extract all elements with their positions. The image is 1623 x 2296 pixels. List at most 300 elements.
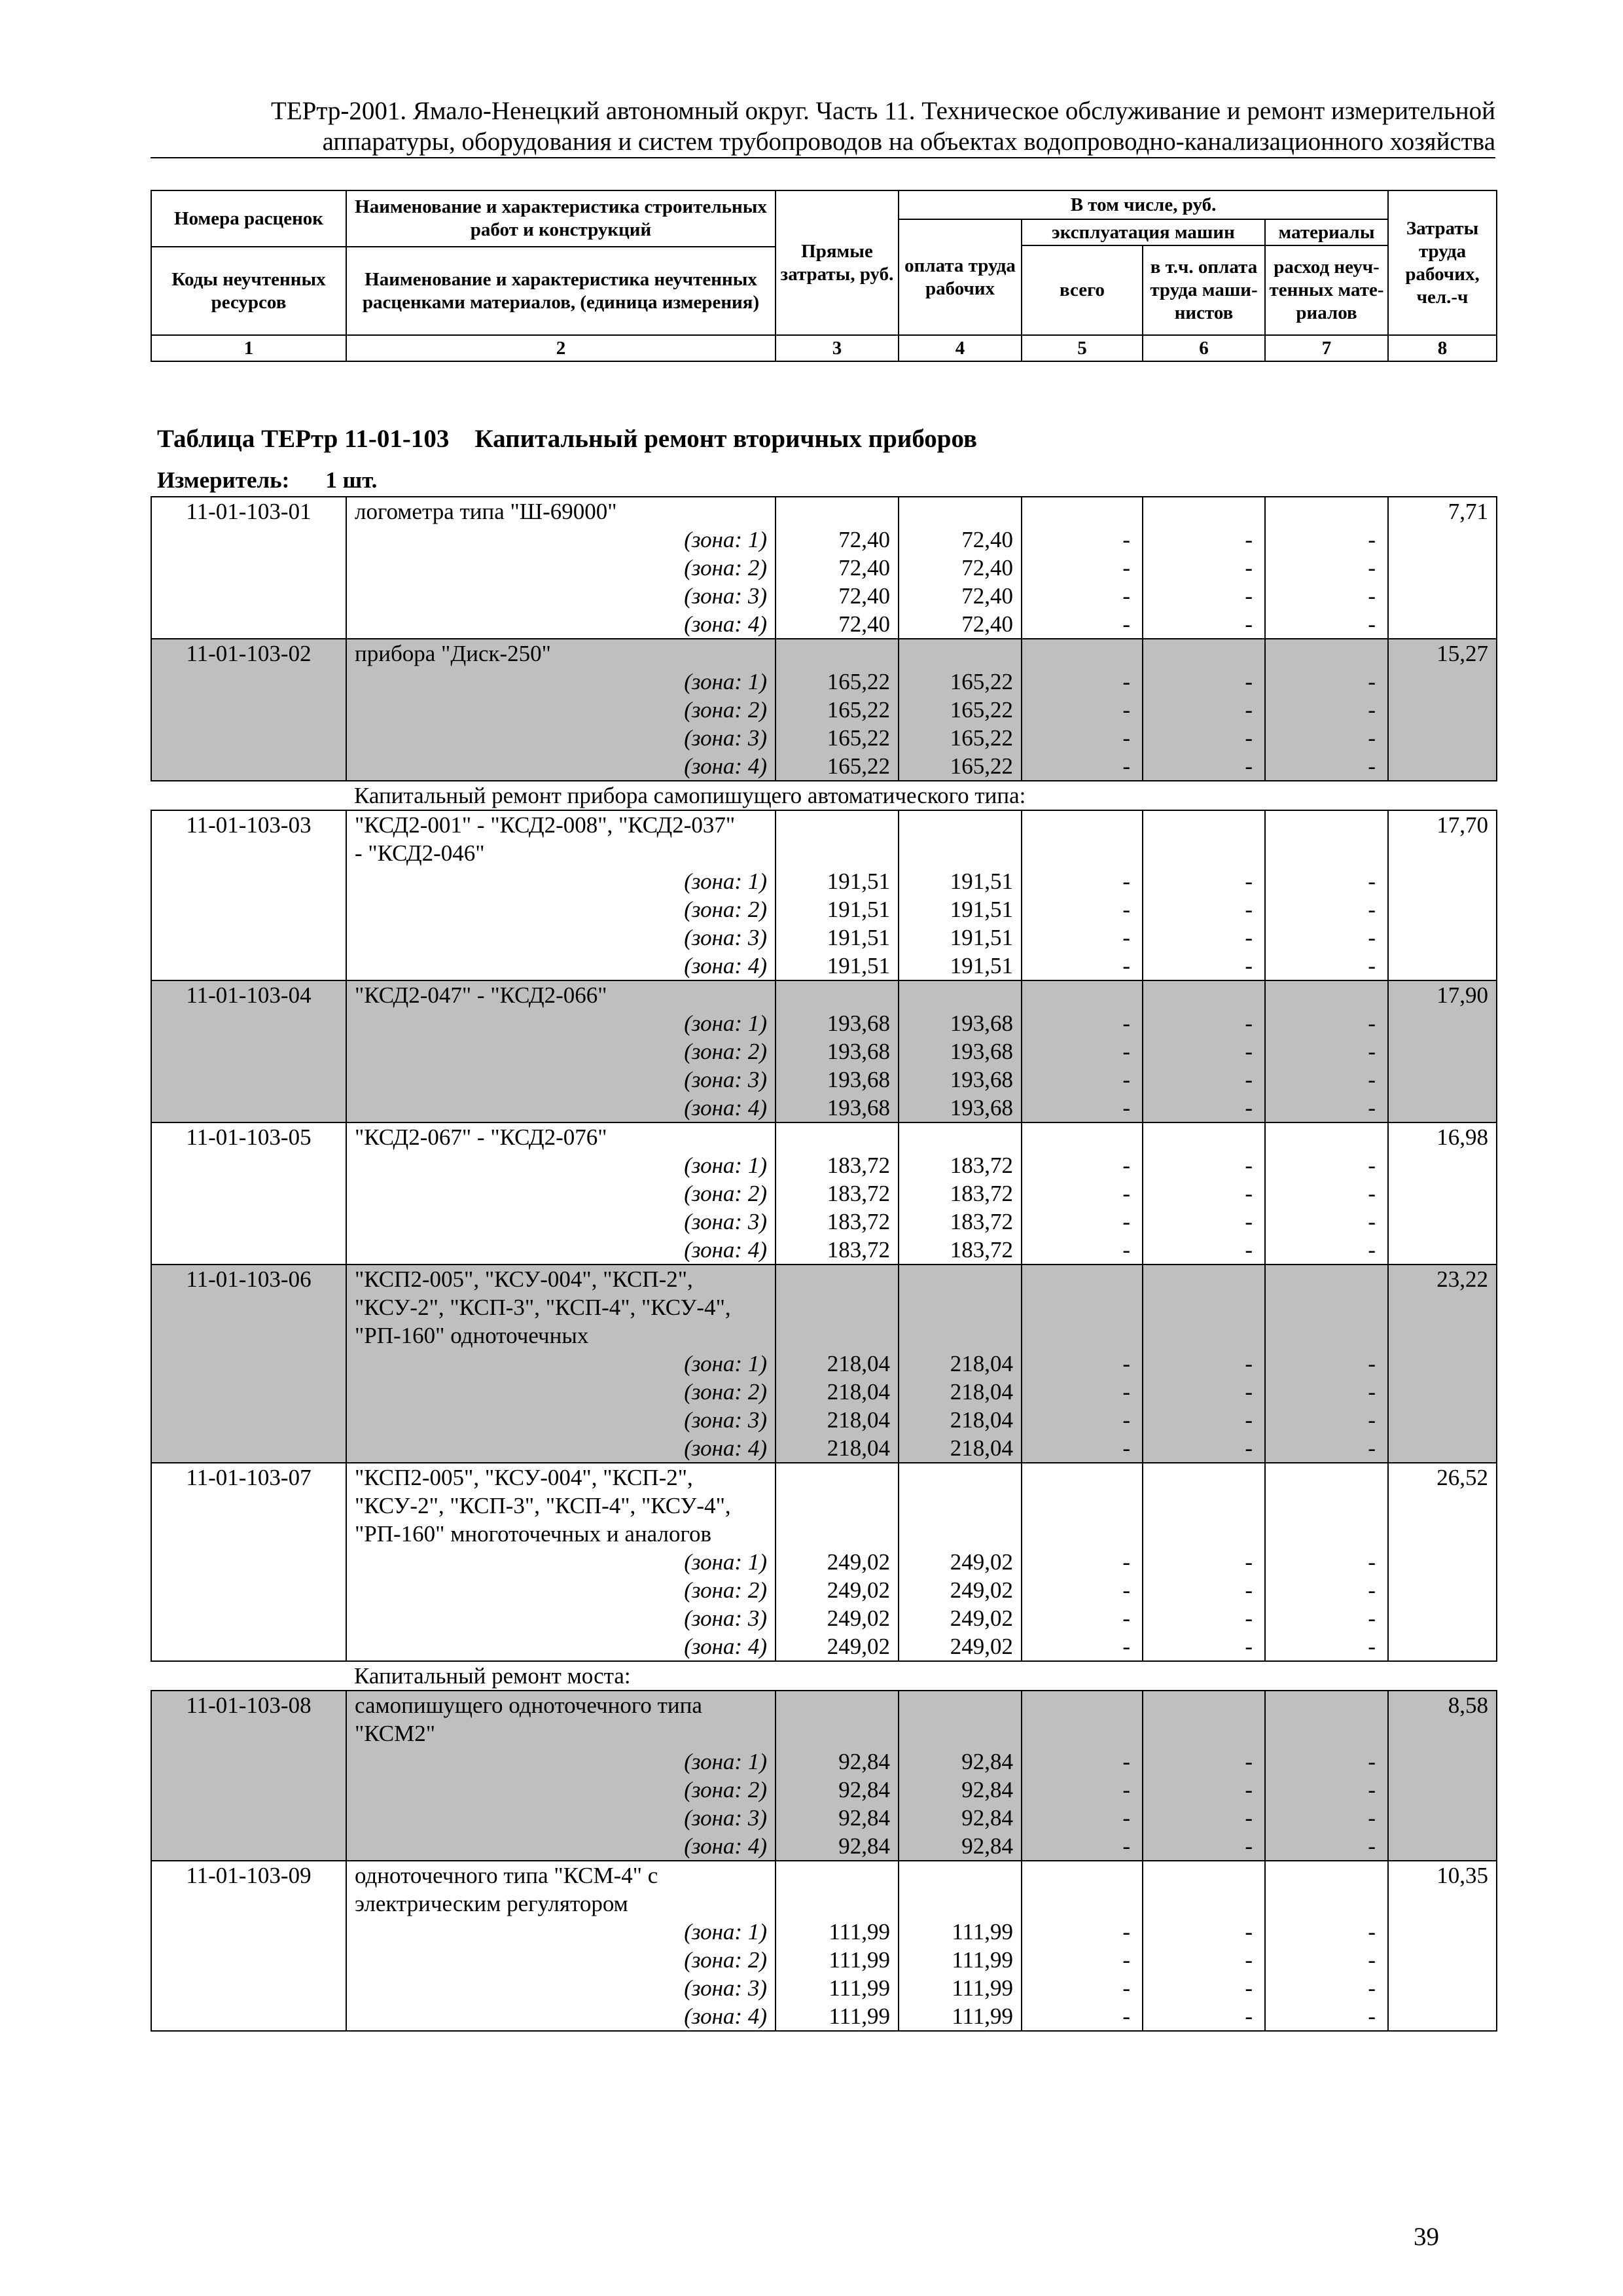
rate-name-line: "КСУ-2", "КСП-3", "КСП-4", "КСУ-4", (355, 1295, 731, 1320)
dash-value: - (1368, 725, 1376, 751)
worker-wages: 218,04 (950, 1435, 1013, 1461)
rate-name-cell (346, 810, 776, 980)
zone-label: (зона: 2) (684, 1379, 767, 1405)
zone-label: (зона: 3) (684, 1209, 767, 1234)
included-header: В том числе, руб. (899, 190, 1388, 219)
direct-cost: 218,04 (827, 1435, 890, 1461)
rate-name-line: электрическим регулятором (355, 1891, 628, 1916)
dash-value: - (1122, 1209, 1130, 1234)
dash-value: - (1122, 869, 1130, 894)
rate-name-line: логометра типа "Ш-69000" (355, 499, 617, 524)
worker-wages: 249,02 (950, 1605, 1013, 1631)
dash-value: - (1245, 1237, 1253, 1263)
rate-name-line: "КСП2-005", "КСУ-004", "КСП-2", (355, 1465, 693, 1490)
labor-cost: 17,70 (1436, 812, 1488, 838)
dash-value: - (1122, 1153, 1130, 1178)
direct-cost: 72,40 (838, 611, 890, 637)
dash-value: - (1245, 1577, 1253, 1603)
worker-wages: 249,02 (950, 1634, 1013, 1659)
dash-value: - (1368, 897, 1376, 922)
dash-value: - (1245, 669, 1253, 694)
rate-code: 11-01-103-08 (186, 1693, 312, 1718)
worker-wages: 92,84 (961, 1777, 1013, 1803)
zone-label: (зона: 4) (684, 1237, 767, 1263)
rate-code: 11-01-103-05 (186, 1124, 312, 1150)
labor-cost-cell (1388, 1691, 1497, 1861)
worker-wages: 92,84 (961, 1749, 1013, 1774)
rate-name-line: прибора "Диск-250" (355, 641, 551, 666)
dash-value: - (1245, 1209, 1253, 1234)
dash-value: - (1245, 527, 1253, 552)
dash-value: - (1245, 725, 1253, 751)
dash-value: - (1368, 1379, 1376, 1405)
labor-cost-cell (1388, 1122, 1497, 1265)
rate-name-cell (346, 497, 776, 639)
worker-wages: 183,72 (950, 1237, 1013, 1263)
rate-code-cell (151, 980, 346, 1122)
running-header-line-1: ТЕРтр-2001. Ямало-Ненецкий автономный округ. Часть 11. Техническое обслуживание и ремонт измерительной (271, 97, 1495, 125)
zone-label: (зона: 3) (684, 1605, 767, 1631)
worker-wages-cell (899, 1122, 1022, 1265)
rate-code: 11-01-103-09 (186, 1863, 312, 1888)
dash-value: - (1245, 869, 1253, 894)
direct-cost: 249,02 (827, 1605, 890, 1631)
direct-cost: 249,02 (827, 1634, 890, 1659)
direct-cost: 92,84 (838, 1777, 890, 1803)
direct-cost: 92,84 (838, 1833, 890, 1859)
rate-code-cell (151, 1861, 346, 2031)
col3-header: Прямые затраты, руб. (776, 190, 899, 335)
dash-value: - (1368, 1577, 1376, 1603)
worker-wages: 183,72 (950, 1181, 1013, 1206)
direct-cost: 183,72 (827, 1237, 890, 1263)
rate-name-cell (346, 1122, 776, 1265)
table-row (151, 497, 1497, 639)
direct-cost-cell (776, 639, 899, 781)
dash-value: - (1368, 583, 1376, 609)
dash-value: - (1122, 1549, 1130, 1575)
worker-wages-cell (899, 1463, 1022, 1661)
dash-value: - (1245, 2003, 1253, 2029)
worker-wages-cell (899, 810, 1022, 980)
dash-value: - (1368, 1237, 1376, 1263)
worker-wages-cell (899, 639, 1022, 781)
labor-cost: 7,71 (1448, 499, 1488, 524)
dash-value: - (1245, 1351, 1253, 1376)
table-title: Таблица ТЕРтр 11-01-103 Капитальный ремонт вторичных приборов (157, 425, 978, 453)
worker-wages: 249,02 (950, 1577, 1013, 1603)
direct-cost: 218,04 (827, 1407, 890, 1433)
dash-value: - (1122, 1605, 1130, 1631)
machinist-wages-cell (1143, 1265, 1265, 1463)
dash-value: - (1368, 1153, 1376, 1178)
dash-value: - (1245, 953, 1253, 978)
machinist-wages-cell (1143, 1861, 1265, 2031)
direct-cost: 92,84 (838, 1805, 890, 1831)
dash-value: - (1122, 1919, 1130, 1945)
worker-wages: 72,40 (961, 527, 1013, 552)
col-number-4: 4 (899, 335, 1022, 361)
machines-total-cell (1022, 639, 1143, 781)
rate-code: 11-01-103-04 (186, 982, 312, 1008)
worker-wages-cell (899, 1265, 1022, 1463)
dash-value: - (1368, 1549, 1376, 1575)
zone-label: (зона: 2) (684, 697, 767, 723)
dash-value: - (1368, 1777, 1376, 1803)
materials-cell (1265, 639, 1388, 781)
worker-wages-cell (899, 980, 1022, 1122)
dash-value: - (1245, 1379, 1253, 1405)
rate-name-line: самопишущего одноточечного типа (355, 1693, 702, 1718)
labor-cost: 16,98 (1436, 1124, 1488, 1150)
dash-value: - (1122, 725, 1130, 751)
direct-cost-cell (776, 1861, 899, 2031)
rate-name-line: "КСД2-067" - "КСД2-076" (355, 1124, 607, 1150)
table-row (151, 639, 1497, 781)
direct-cost-cell (776, 1122, 899, 1265)
dash-value: - (1122, 1181, 1130, 1206)
dash-value: - (1368, 1919, 1376, 1945)
zone-label: (зона: 2) (684, 1777, 767, 1803)
labor-cost-cell (1388, 639, 1497, 781)
dash-value: - (1368, 1634, 1376, 1659)
worker-wages: 183,72 (950, 1209, 1013, 1234)
rate-name-line: "КСП2-005", "КСУ-004", "КСП-2", (355, 1266, 693, 1292)
materials-cell (1265, 1861, 1388, 2031)
direct-cost: 111,99 (829, 1975, 890, 2001)
dash-value: - (1368, 1407, 1376, 1433)
zone-label: (зона: 3) (684, 925, 767, 950)
rate-name-line: - "КСД2-046" (355, 840, 485, 866)
zone-label: (зона: 4) (684, 1435, 767, 1461)
materials-cell (1265, 1691, 1388, 1861)
rate-name-cell (346, 639, 776, 781)
table-row (151, 1691, 1497, 1861)
zone-label: (зона: 2) (684, 555, 767, 581)
dash-value: - (1122, 1011, 1130, 1036)
labor-cost: 26,52 (1436, 1465, 1488, 1490)
dash-value: - (1368, 953, 1376, 978)
dash-value: - (1245, 1153, 1253, 1178)
dash-value: - (1122, 1947, 1130, 1973)
dash-value: - (1122, 1407, 1130, 1433)
zone-label: (зона: 1) (684, 527, 767, 552)
dash-value: - (1122, 611, 1130, 637)
dash-value: - (1368, 1209, 1376, 1234)
direct-cost-cell (776, 1463, 899, 1661)
worker-wages: 111,99 (952, 1919, 1013, 1945)
direct-cost: 72,40 (838, 527, 890, 552)
table-row (151, 1861, 1497, 2031)
labor-cost: 10,35 (1436, 1863, 1488, 1888)
worker-wages: 165,22 (950, 725, 1013, 751)
machines-total-cell (1022, 1861, 1143, 2031)
dash-value: - (1122, 1975, 1130, 2001)
column-header-table (151, 190, 1497, 362)
dash-value: - (1245, 1833, 1253, 1859)
dash-value: - (1368, 1039, 1376, 1064)
section-heading: Капитальный ремонт прибора самопишущего автоматического типа: (354, 783, 1026, 808)
materials-header: материалы (1265, 219, 1388, 245)
zone-label: (зона: 1) (684, 1919, 767, 1945)
zone-label: (зона: 4) (684, 753, 767, 779)
zone-label: (зона: 1) (684, 1351, 767, 1376)
rate-name-cell (346, 1861, 776, 2031)
materials-cell (1265, 980, 1388, 1122)
rate-name-line: "КСД2-047" - "КСД2-066" (355, 982, 607, 1008)
col8-header: Затраты труда рабочих, чел.-ч (1388, 190, 1497, 335)
dash-value: - (1122, 1435, 1130, 1461)
dash-value: - (1245, 925, 1253, 950)
rates-table (151, 496, 1497, 2032)
rate-code-cell (151, 1463, 346, 1661)
rate-name-cell (346, 1691, 776, 1861)
zone-label: (зона: 2) (684, 1039, 767, 1064)
dash-value: - (1245, 897, 1253, 922)
table-row (151, 810, 1497, 980)
rate-name-line: "РП-160" многоточечных и аналогов (355, 1521, 711, 1547)
col2-bottom-header: Наименование и характеристика неучтенных расценками материалов, (единица измерения) (346, 247, 776, 335)
measure-line (157, 467, 377, 493)
dash-value: - (1368, 669, 1376, 694)
dash-value: - (1368, 925, 1376, 950)
section-heading-cell (151, 781, 1497, 810)
worker-wages: 218,04 (950, 1407, 1013, 1433)
worker-wages: 191,51 (950, 953, 1013, 978)
direct-cost: 72,40 (838, 555, 890, 581)
dash-value: - (1368, 1067, 1376, 1092)
dash-value: - (1122, 1095, 1130, 1121)
materials-cell (1265, 810, 1388, 980)
dash-value: - (1245, 1407, 1253, 1433)
worker-wages: 72,40 (961, 583, 1013, 609)
dash-value: - (1245, 1181, 1253, 1206)
worker-wages: 165,22 (950, 697, 1013, 723)
worker-wages: 218,04 (950, 1379, 1013, 1405)
dash-value: - (1368, 697, 1376, 723)
worker-wages: 92,84 (961, 1833, 1013, 1859)
labor-cost-cell (1388, 980, 1497, 1122)
col-number-1: 1 (151, 335, 346, 361)
machinist-wages-cell (1143, 1691, 1265, 1861)
zone-label: (зона: 3) (684, 1067, 767, 1092)
labor-cost-cell (1388, 810, 1497, 980)
zone-label: (зона: 2) (684, 897, 767, 922)
machinist-wages-cell (1143, 980, 1265, 1122)
direct-cost: 165,22 (827, 669, 890, 694)
worker-wages: 191,51 (950, 869, 1013, 894)
worker-wages: 165,22 (950, 669, 1013, 694)
col-number-7: 7 (1265, 335, 1388, 361)
zone-label: (зона: 3) (684, 1975, 767, 2001)
dash-value: - (1245, 1095, 1253, 1121)
measure-label: Измеритель: (157, 467, 290, 493)
running-header (151, 96, 1495, 157)
dash-value: - (1245, 1919, 1253, 1945)
direct-cost: 183,72 (827, 1209, 890, 1234)
worker-wages: 111,99 (952, 1975, 1013, 2001)
rate-name-line: "КСМ2" (355, 1721, 436, 1746)
table-row (151, 1122, 1497, 1265)
labor-cost: 23,22 (1436, 1266, 1488, 1292)
materials-cell (1265, 497, 1388, 639)
rate-name-cell (346, 980, 776, 1122)
col1-bottom-header: Коды неучтенных ресурсов (151, 247, 346, 335)
dash-value: - (1122, 2003, 1130, 2029)
machines-total-cell (1022, 980, 1143, 1122)
dash-value: - (1245, 1777, 1253, 1803)
rate-code: 11-01-103-07 (186, 1465, 312, 1490)
col5-header: всего (1022, 245, 1143, 335)
col7-header: расход неуч-тенных мате-риалов (1265, 245, 1388, 335)
zone-label: (зона: 1) (684, 1549, 767, 1575)
machinist-wages-cell (1143, 497, 1265, 639)
machines-total-cell (1022, 1122, 1143, 1265)
dash-value: - (1368, 1947, 1376, 1973)
machinist-wages-cell (1143, 810, 1265, 980)
worker-wages: 191,51 (950, 925, 1013, 950)
dash-value: - (1122, 669, 1130, 694)
dash-value: - (1245, 753, 1253, 779)
direct-cost: 191,51 (827, 897, 890, 922)
dash-value: - (1368, 611, 1376, 637)
direct-cost: 111,99 (829, 1919, 890, 1945)
dash-value: - (1245, 1975, 1253, 2001)
dash-value: - (1368, 1095, 1376, 1121)
zone-label: (зона: 4) (684, 1634, 767, 1659)
direct-cost: 193,68 (827, 1039, 890, 1064)
dash-value: - (1245, 611, 1253, 637)
dash-value: - (1368, 1351, 1376, 1376)
zone-label: (зона: 1) (684, 1749, 767, 1774)
col4-header: оплата труда рабочих (899, 219, 1022, 335)
section-heading-cell (151, 1661, 1497, 1691)
materials-cell (1265, 1265, 1388, 1463)
worker-wages: 111,99 (952, 1947, 1013, 1973)
dash-value: - (1122, 697, 1130, 723)
dash-value: - (1122, 1749, 1130, 1774)
machines-total-cell (1022, 1691, 1143, 1861)
worker-wages: 183,72 (950, 1153, 1013, 1178)
direct-cost: 111,99 (829, 2003, 890, 2029)
direct-cost: 249,02 (827, 1549, 890, 1575)
rate-name-cell (346, 1463, 776, 1661)
direct-cost: 165,22 (827, 753, 890, 779)
worker-wages: 193,68 (950, 1067, 1013, 1092)
direct-cost: 165,22 (827, 697, 890, 723)
dash-value: - (1368, 1435, 1376, 1461)
rate-code: 11-01-103-01 (186, 499, 312, 524)
dash-value: - (1122, 1777, 1130, 1803)
worker-wages: 72,40 (961, 555, 1013, 581)
zone-label: (зона: 2) (684, 1577, 767, 1603)
dash-value: - (1368, 1975, 1376, 2001)
labor-cost: 15,27 (1436, 641, 1488, 666)
zone-label: (зона: 2) (684, 1181, 767, 1206)
direct-cost-cell (776, 980, 899, 1122)
dash-value: - (1368, 1011, 1376, 1036)
dash-value: - (1368, 555, 1376, 581)
direct-cost-cell (776, 810, 899, 980)
labor-cost-cell (1388, 497, 1497, 639)
dash-value: - (1245, 1067, 1253, 1092)
dash-value: - (1122, 953, 1130, 978)
dash-value: - (1245, 583, 1253, 609)
zone-label: (зона: 3) (684, 725, 767, 751)
machines-total-cell (1022, 1463, 1143, 1661)
rate-code: 11-01-103-02 (186, 641, 312, 666)
worker-wages: 111,99 (952, 2003, 1013, 2029)
rate-name-line: "КСУ-2", "КСП-3", "КСП-4", "КСУ-4", (355, 1493, 731, 1518)
machines-total-cell (1022, 1265, 1143, 1463)
col-number-8: 8 (1388, 335, 1497, 361)
zone-label: (зона: 3) (684, 583, 767, 609)
direct-cost: 193,68 (827, 1095, 890, 1121)
dash-value: - (1368, 869, 1376, 894)
dash-value: - (1245, 1605, 1253, 1631)
dash-value: - (1245, 1011, 1253, 1036)
direct-cost: 193,68 (827, 1011, 890, 1036)
dash-value: - (1245, 555, 1253, 581)
direct-cost: 218,04 (827, 1351, 890, 1376)
worker-wages: 193,68 (950, 1011, 1013, 1036)
dash-value: - (1368, 753, 1376, 779)
direct-cost-cell (776, 1265, 899, 1463)
rate-code-cell (151, 810, 346, 980)
direct-cost-cell (776, 497, 899, 639)
worker-wages: 92,84 (961, 1805, 1013, 1831)
table-row (151, 1463, 1497, 1661)
dash-value: - (1368, 1805, 1376, 1831)
worker-wages: 249,02 (950, 1549, 1013, 1575)
materials-cell (1265, 1122, 1388, 1265)
dash-value: - (1122, 1237, 1130, 1263)
col6-header: в т.ч. оплата труда маши-нистов (1143, 245, 1265, 335)
direct-cost: 191,51 (827, 953, 890, 978)
dash-value: - (1245, 1805, 1253, 1831)
dash-value: - (1122, 555, 1130, 581)
rate-code: 11-01-103-03 (186, 812, 312, 838)
dash-value: - (1368, 1749, 1376, 1774)
direct-cost: 72,40 (838, 583, 890, 609)
worker-wages: 218,04 (950, 1351, 1013, 1376)
dash-value: - (1245, 1947, 1253, 1973)
dash-value: - (1122, 1351, 1130, 1376)
zone-label: (зона: 1) (684, 1011, 767, 1036)
dash-value: - (1122, 925, 1130, 950)
labor-cost-cell (1388, 1265, 1497, 1463)
col-number-3: 3 (776, 335, 899, 361)
zone-label: (зона: 4) (684, 953, 767, 978)
rate-name-line: "КСД2-001" - "КСД2-008", "КСД2-037" (355, 812, 736, 838)
dash-value: - (1122, 527, 1130, 552)
dash-value: - (1122, 583, 1130, 609)
col1-top-header: Номера расценок (151, 190, 346, 247)
dash-value: - (1122, 897, 1130, 922)
table-row (151, 1265, 1497, 1463)
direct-cost: 183,72 (827, 1153, 890, 1178)
zone-label: (зона: 4) (684, 611, 767, 637)
col-number-6: 6 (1143, 335, 1265, 361)
machinist-wages-cell (1143, 639, 1265, 781)
dash-value: - (1122, 1805, 1130, 1831)
dash-value: - (1245, 1634, 1253, 1659)
dash-value: - (1245, 1039, 1253, 1064)
rate-name-line: "РП-160" одноточечных (355, 1323, 589, 1348)
machinist-wages-cell (1143, 1463, 1265, 1661)
worker-wages: 193,68 (950, 1039, 1013, 1064)
dash-value: - (1245, 697, 1253, 723)
